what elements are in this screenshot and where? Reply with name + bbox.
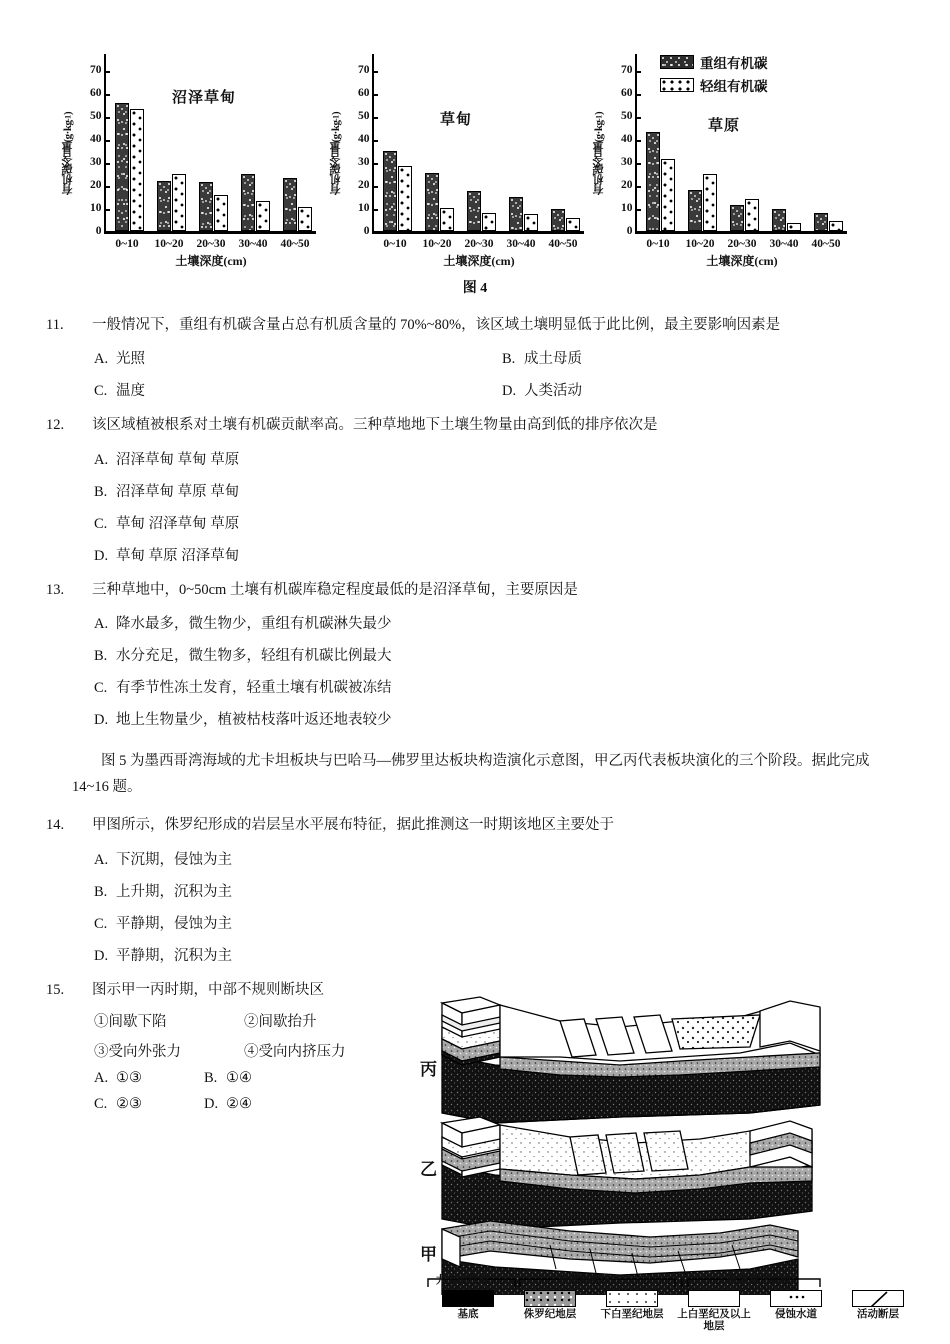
bar-重组有机碳	[551, 209, 565, 231]
zone-label-florida: 佛罗里达台地	[728, 1275, 791, 1286]
bar-group	[157, 174, 186, 231]
option-label: D.	[94, 712, 109, 729]
y-tick-label: 40	[621, 133, 633, 146]
option-row	[72, 544, 888, 565]
y-tick-label: 40	[90, 133, 102, 146]
option-text: 上升期，沉积为主	[116, 883, 232, 900]
question-stem	[46, 314, 888, 336]
y-tick-label: 0	[626, 225, 633, 237]
chart-plot-area	[358, 62, 584, 237]
question-options	[72, 448, 888, 565]
option-text: 平静期，沉积为主	[116, 947, 232, 964]
chart-swamp-meadow	[62, 58, 330, 273]
option-row	[72, 1096, 462, 1113]
bar-group	[115, 103, 144, 231]
option-label: B.	[94, 483, 108, 500]
option-text: 下沉期，侵蚀为主	[116, 851, 232, 868]
option-label: A.	[94, 451, 109, 468]
question-14-text: 甲图所示，侏罗纪形成的岩层呈水平展布特征，据此推测这一时期该地区主要处于	[92, 817, 614, 834]
bar-轻组有机碳	[661, 159, 675, 231]
option-label: D.	[94, 947, 109, 964]
y-tick-label: 40	[358, 133, 370, 146]
bar-group	[509, 197, 538, 231]
bar-轻组有机碳	[440, 208, 454, 231]
option-B[interactable]	[72, 644, 888, 665]
option-text: 平静期，侵蚀为主	[116, 915, 232, 932]
x-tick-label: 0~10	[383, 238, 407, 250]
question-options	[72, 612, 888, 729]
axis-cap	[372, 54, 375, 62]
option-row	[72, 379, 888, 400]
question-14-number: 14.	[46, 817, 65, 834]
y-tick-label: 30	[621, 156, 633, 169]
y-tick-label: 30	[358, 156, 370, 169]
bar-轻组有机碳	[566, 218, 580, 231]
question-number: 13.	[46, 581, 65, 598]
bar-重组有机碳	[509, 197, 523, 231]
legend-label-jurassic: 侏罗纪地层	[523, 1309, 577, 1320]
bar-重组有机碳	[772, 209, 786, 231]
x-tick-label: 20~30	[727, 238, 757, 250]
legend-label-heavy: 重组有机碳	[700, 56, 768, 71]
axis-cap	[104, 54, 107, 62]
y-tick-label: 60	[621, 87, 633, 100]
option-text: 温度	[116, 383, 145, 400]
y-tick-label: 50	[621, 110, 633, 123]
stage-label-bing: 丙	[420, 1060, 437, 1079]
y-tick-label: 20	[621, 179, 633, 192]
option-C[interactable]	[72, 512, 888, 533]
option-B[interactable]	[72, 480, 888, 501]
figure-4-container	[0, 0, 950, 300]
question-14-options	[72, 848, 462, 965]
question-text: 一般情况下，重组有机碳含量占总有机质含量的 70%~80%，该区域土壤明显低于此比例，最主要影响因素是	[92, 317, 781, 333]
question-number: 12.	[46, 417, 65, 434]
x-tick-label: 10~20	[422, 238, 452, 250]
legend-entry-heavy	[660, 52, 768, 72]
option-14-B[interactable]	[72, 880, 462, 901]
y-tick	[363, 225, 378, 237]
bar-group	[551, 209, 580, 231]
legend-swatch-basement-icon	[442, 1290, 494, 1307]
option-label: A.	[94, 1070, 109, 1087]
legend-entry-light	[660, 75, 768, 95]
option-text: 草甸 草原 沼泽草甸	[116, 547, 240, 564]
passage-14-16: 图 5 为墨西哥湾海域的尤卡坦板块与巴哈马—佛罗里达板块构造演化示意图，甲乙丙代表板块演化的三个阶段。据此完成 14~16 题。	[72, 753, 870, 795]
legend-label-erosion-channel: 侵蚀水道	[775, 1309, 817, 1320]
legend-swatch-upper-cretaceous-icon	[688, 1290, 740, 1307]
item-text: 间歇下陷	[108, 1014, 167, 1031]
bar-轻组有机碳	[214, 195, 228, 231]
y-tick-label: 0	[95, 225, 102, 237]
zone-label-fault-block: 不规则断块区	[558, 1275, 621, 1286]
option-label: A.	[94, 351, 109, 368]
bar-轻组有机碳	[298, 207, 312, 231]
option-A[interactable]	[72, 448, 888, 469]
questions-container	[0, 314, 950, 729]
y-tick-label: 50	[358, 110, 370, 123]
option-row	[72, 1070, 462, 1087]
x-tick-label: 40~50	[280, 238, 310, 250]
y-tick-label: 70	[90, 64, 102, 77]
axis-cap	[635, 54, 638, 62]
item-text: 间歇抬升	[258, 1014, 317, 1031]
item-label: ④	[244, 1044, 259, 1061]
question-15-number: 15.	[46, 981, 65, 998]
x-tick-label: 0~10	[646, 238, 670, 250]
y-tick-label: 30	[90, 156, 102, 169]
bar-重组有机碳	[115, 103, 129, 231]
bar-group	[814, 213, 843, 231]
question-stem	[46, 579, 888, 601]
x-tick-label: 30~40	[769, 238, 799, 250]
bar-重组有机碳	[730, 205, 744, 231]
x-tick-label: 30~40	[506, 238, 536, 250]
option-row	[72, 347, 888, 368]
bar-轻组有机碳	[398, 166, 412, 231]
option-row	[72, 880, 462, 901]
option-text: ②④	[226, 1096, 252, 1113]
option-text: 沼泽草甸 草甸 草原	[116, 451, 240, 468]
bar-group	[283, 178, 312, 231]
bar-group	[646, 132, 675, 231]
option-text: 沼泽草甸 草原 草甸	[116, 483, 240, 500]
option-text: 人类活动	[524, 383, 582, 400]
option-label: D.	[502, 383, 517, 400]
item-text: 受向外张力	[108, 1044, 181, 1061]
bar-group	[772, 209, 801, 231]
bar-重组有机碳	[814, 213, 828, 231]
option-A[interactable]	[72, 612, 888, 633]
option-label: A.	[94, 851, 109, 868]
bar-重组有机碳	[283, 178, 297, 231]
bar-group	[425, 173, 454, 231]
question-15-text: 图示甲一丙时期，中部不规则断块区	[92, 981, 324, 998]
bar-group-container	[108, 59, 318, 231]
item-15-2[interactable]	[222, 1010, 372, 1031]
item-row	[72, 1040, 462, 1061]
figure-5-zone-labels	[428, 1272, 928, 1288]
y-tick-label: 10	[358, 202, 370, 215]
question-stem	[46, 414, 888, 436]
x-tick-label: 40~50	[811, 238, 841, 250]
item-15-3[interactable]	[72, 1040, 222, 1061]
bar-轻组有机碳	[787, 223, 801, 231]
x-tick-labels	[106, 238, 316, 250]
option-row	[72, 944, 462, 965]
legend-item-upper-cretaceous	[674, 1290, 754, 1333]
bar-轻组有机碳	[130, 109, 144, 231]
question-14-stem	[46, 814, 888, 836]
x-tick-label: 0~10	[115, 238, 139, 250]
chart-title: 草原	[708, 118, 741, 134]
option-label: D.	[94, 547, 109, 564]
bar-轻组有机碳	[524, 214, 538, 231]
option-14-D[interactable]	[72, 944, 462, 965]
item-row	[72, 1010, 462, 1031]
option-row	[72, 912, 462, 933]
x-tick-label: 40~50	[548, 238, 578, 250]
erosion-channel-glyph-icon	[771, 1291, 822, 1307]
block-diagram-yi	[442, 1117, 812, 1229]
bar-轻组有机碳	[482, 213, 496, 231]
chart-title: 沼泽草甸	[172, 90, 237, 106]
y-tick-label: 70	[358, 64, 370, 77]
option-label: C.	[94, 1096, 108, 1113]
option-row	[72, 676, 888, 697]
chart-y-axis-label: 有机碳含量(g·kg -1 )	[330, 111, 342, 196]
question-13	[46, 579, 888, 729]
x-axis-title: 土壤深度(cm)	[175, 254, 247, 268]
x-axis-title: 土壤深度(cm)	[706, 254, 778, 268]
item-15-1[interactable]	[72, 1010, 222, 1031]
bar-group	[241, 174, 270, 231]
bar-轻组有机碳	[172, 174, 186, 231]
option-row	[72, 480, 888, 501]
legend-item-jurassic	[510, 1290, 590, 1333]
option-text: 有季节性冻土发育，轻重土壤有机碳被冻结	[116, 680, 392, 697]
option-D[interactable]	[72, 544, 888, 565]
x-axis-title: 土壤深度(cm)	[443, 254, 515, 268]
legend-label-upper-cretaceous: 上白垩纪及以上地层	[677, 1309, 751, 1333]
legend-label-active-fault: 活动断层	[857, 1309, 899, 1320]
legend-swatch-active-fault-icon	[852, 1290, 904, 1307]
option-14-A[interactable]	[72, 848, 462, 869]
question-options	[72, 347, 888, 400]
bar-group	[199, 182, 228, 231]
option-text: ①③	[116, 1070, 142, 1087]
bar-重组有机碳	[241, 174, 255, 231]
x-tick-label: 10~20	[685, 238, 715, 250]
x-tick-label: 20~30	[464, 238, 494, 250]
legend-swatch-jurassic-icon	[524, 1290, 576, 1307]
stage-label-jia: 甲	[420, 1245, 437, 1264]
chart-meadow	[330, 58, 598, 273]
y-tick-label: 10	[90, 202, 102, 215]
option-label: D.	[204, 1096, 219, 1113]
y-tick-label: 60	[90, 87, 102, 100]
option-B[interactable]	[480, 347, 888, 368]
option-row	[72, 848, 462, 869]
block-diagram-bing	[442, 997, 820, 1123]
legend-swatch-lower-cretaceous-icon	[606, 1290, 658, 1307]
question-11	[46, 314, 888, 400]
option-14-C[interactable]	[72, 912, 462, 933]
y-tick-label: 60	[358, 87, 370, 100]
bar-轻组有机碳	[256, 201, 270, 231]
y-tick-label: 0	[363, 225, 370, 237]
chart-legend	[660, 52, 768, 98]
question-14	[46, 814, 888, 964]
item-label: ②	[244, 1014, 259, 1031]
chart-y-axis-label: 有机碳含量(g·kg -1 )	[593, 111, 605, 196]
option-text: 降水最多，微生物少，重组有机碳淋失最少	[116, 616, 392, 633]
x-tick-label: 20~30	[196, 238, 226, 250]
active-fault-glyph-icon	[853, 1291, 904, 1307]
geologic-block-diagrams-svg	[420, 995, 920, 1295]
option-text: 成土母质	[524, 351, 582, 368]
legend-item-lower-cretaceous	[592, 1290, 672, 1333]
x-tick-labels	[637, 238, 847, 250]
y-tick-label: 10	[621, 202, 633, 215]
zone-label-yucatan: 尤卡坦台地	[436, 1275, 489, 1286]
x-tick-labels	[374, 238, 584, 250]
question-text: 该区域植被根系对土壤有机碳贡献率高。三种草地地下土壤生物量由高到低的排序依次是	[92, 417, 658, 434]
figure-4-caption: 图 4	[462, 281, 488, 296]
option-15-C[interactable]	[72, 1096, 182, 1113]
legend-swatch-erosion-channel-icon	[770, 1290, 822, 1307]
x-tick-label: 10~20	[154, 238, 184, 250]
option-row	[72, 708, 888, 729]
legend-label-light: 轻组有机碳	[700, 79, 768, 94]
bar-重组有机碳	[383, 151, 397, 231]
bar-重组有机碳	[199, 182, 213, 231]
option-row	[72, 512, 888, 533]
bar-重组有机碳	[425, 173, 439, 231]
legend-swatch-heavy-icon	[660, 55, 694, 69]
legend-swatch-light-icon	[660, 78, 694, 92]
legend-label-lower-cretaceous: 下白垩纪地层	[600, 1309, 664, 1320]
option-text: 地上生物量少，植被枯枝落叶返还地表较少	[116, 712, 392, 729]
option-label: B.	[94, 883, 108, 900]
item-label: ③	[94, 1044, 109, 1061]
y-tick-label: 50	[90, 110, 102, 123]
option-C[interactable]	[72, 676, 888, 697]
item-15-4[interactable]	[222, 1040, 372, 1061]
option-15-B[interactable]	[182, 1070, 292, 1087]
legend-item-erosion-channel	[756, 1290, 836, 1333]
option-D[interactable]	[72, 708, 888, 729]
option-text: 草甸 沼泽草甸 草原	[116, 515, 240, 532]
y-tick-label: 70	[621, 64, 633, 77]
option-label: C.	[94, 915, 108, 932]
option-label: B.	[94, 648, 108, 665]
question-15-items	[72, 1010, 462, 1113]
bar-group	[467, 191, 496, 231]
bar-重组有机碳	[467, 191, 481, 231]
option-label: C.	[94, 515, 108, 532]
bar-轻组有机碳	[703, 174, 717, 231]
option-D[interactable]	[480, 379, 888, 400]
legend-item-active-fault	[838, 1290, 918, 1333]
option-row	[72, 612, 888, 633]
option-label: A.	[94, 616, 109, 633]
bar-轻组有机碳	[829, 221, 843, 231]
option-label: B.	[502, 351, 516, 368]
option-row	[72, 448, 888, 469]
x-tick-label: 30~40	[238, 238, 268, 250]
option-C[interactable]	[72, 379, 480, 400]
y-tick-label: 20	[90, 179, 102, 192]
option-row	[72, 644, 888, 665]
option-text: 光照	[116, 351, 145, 368]
option-label: B.	[204, 1070, 218, 1087]
chart-title: 草甸	[440, 112, 473, 128]
y-tick-label: 20	[358, 179, 370, 192]
bar-重组有机碳	[688, 190, 702, 231]
stage-label-yi: 乙	[420, 1160, 437, 1179]
option-label: C.	[94, 680, 108, 697]
question-12	[46, 414, 888, 564]
option-text: 水分充足，微生物多，轻组有机碳比例最大	[116, 648, 392, 665]
bar-group-container	[376, 59, 586, 231]
option-label: C.	[94, 383, 108, 400]
option-text: ①④	[226, 1070, 252, 1087]
y-tick	[95, 225, 110, 237]
item-label: ①	[94, 1014, 109, 1031]
bar-group	[688, 174, 717, 231]
question-text: 三种草地中，0~50cm 土壤有机碳库稳定程度最低的是沼泽草甸，主要原因是	[92, 581, 578, 598]
chart-y-axis-label: 有机碳含量(g·kg -1 )	[62, 111, 74, 196]
y-tick	[626, 225, 641, 237]
bar-group	[730, 199, 759, 231]
figure-5-legend	[428, 1290, 928, 1333]
option-15-D[interactable]	[182, 1096, 292, 1113]
option-text: ②③	[116, 1096, 142, 1113]
question-number: 11.	[46, 317, 64, 333]
bar-group	[383, 151, 412, 231]
option-15-A[interactable]	[72, 1070, 182, 1087]
legend-label-basement: 基底	[457, 1309, 479, 1320]
bar-重组有机碳	[157, 181, 171, 231]
item-text: 受向内挤压力	[258, 1044, 346, 1061]
bar-轻组有机碳	[745, 199, 759, 231]
option-A[interactable]	[72, 347, 480, 368]
legend-item-basement	[428, 1290, 508, 1333]
bar-重组有机碳	[646, 132, 660, 231]
